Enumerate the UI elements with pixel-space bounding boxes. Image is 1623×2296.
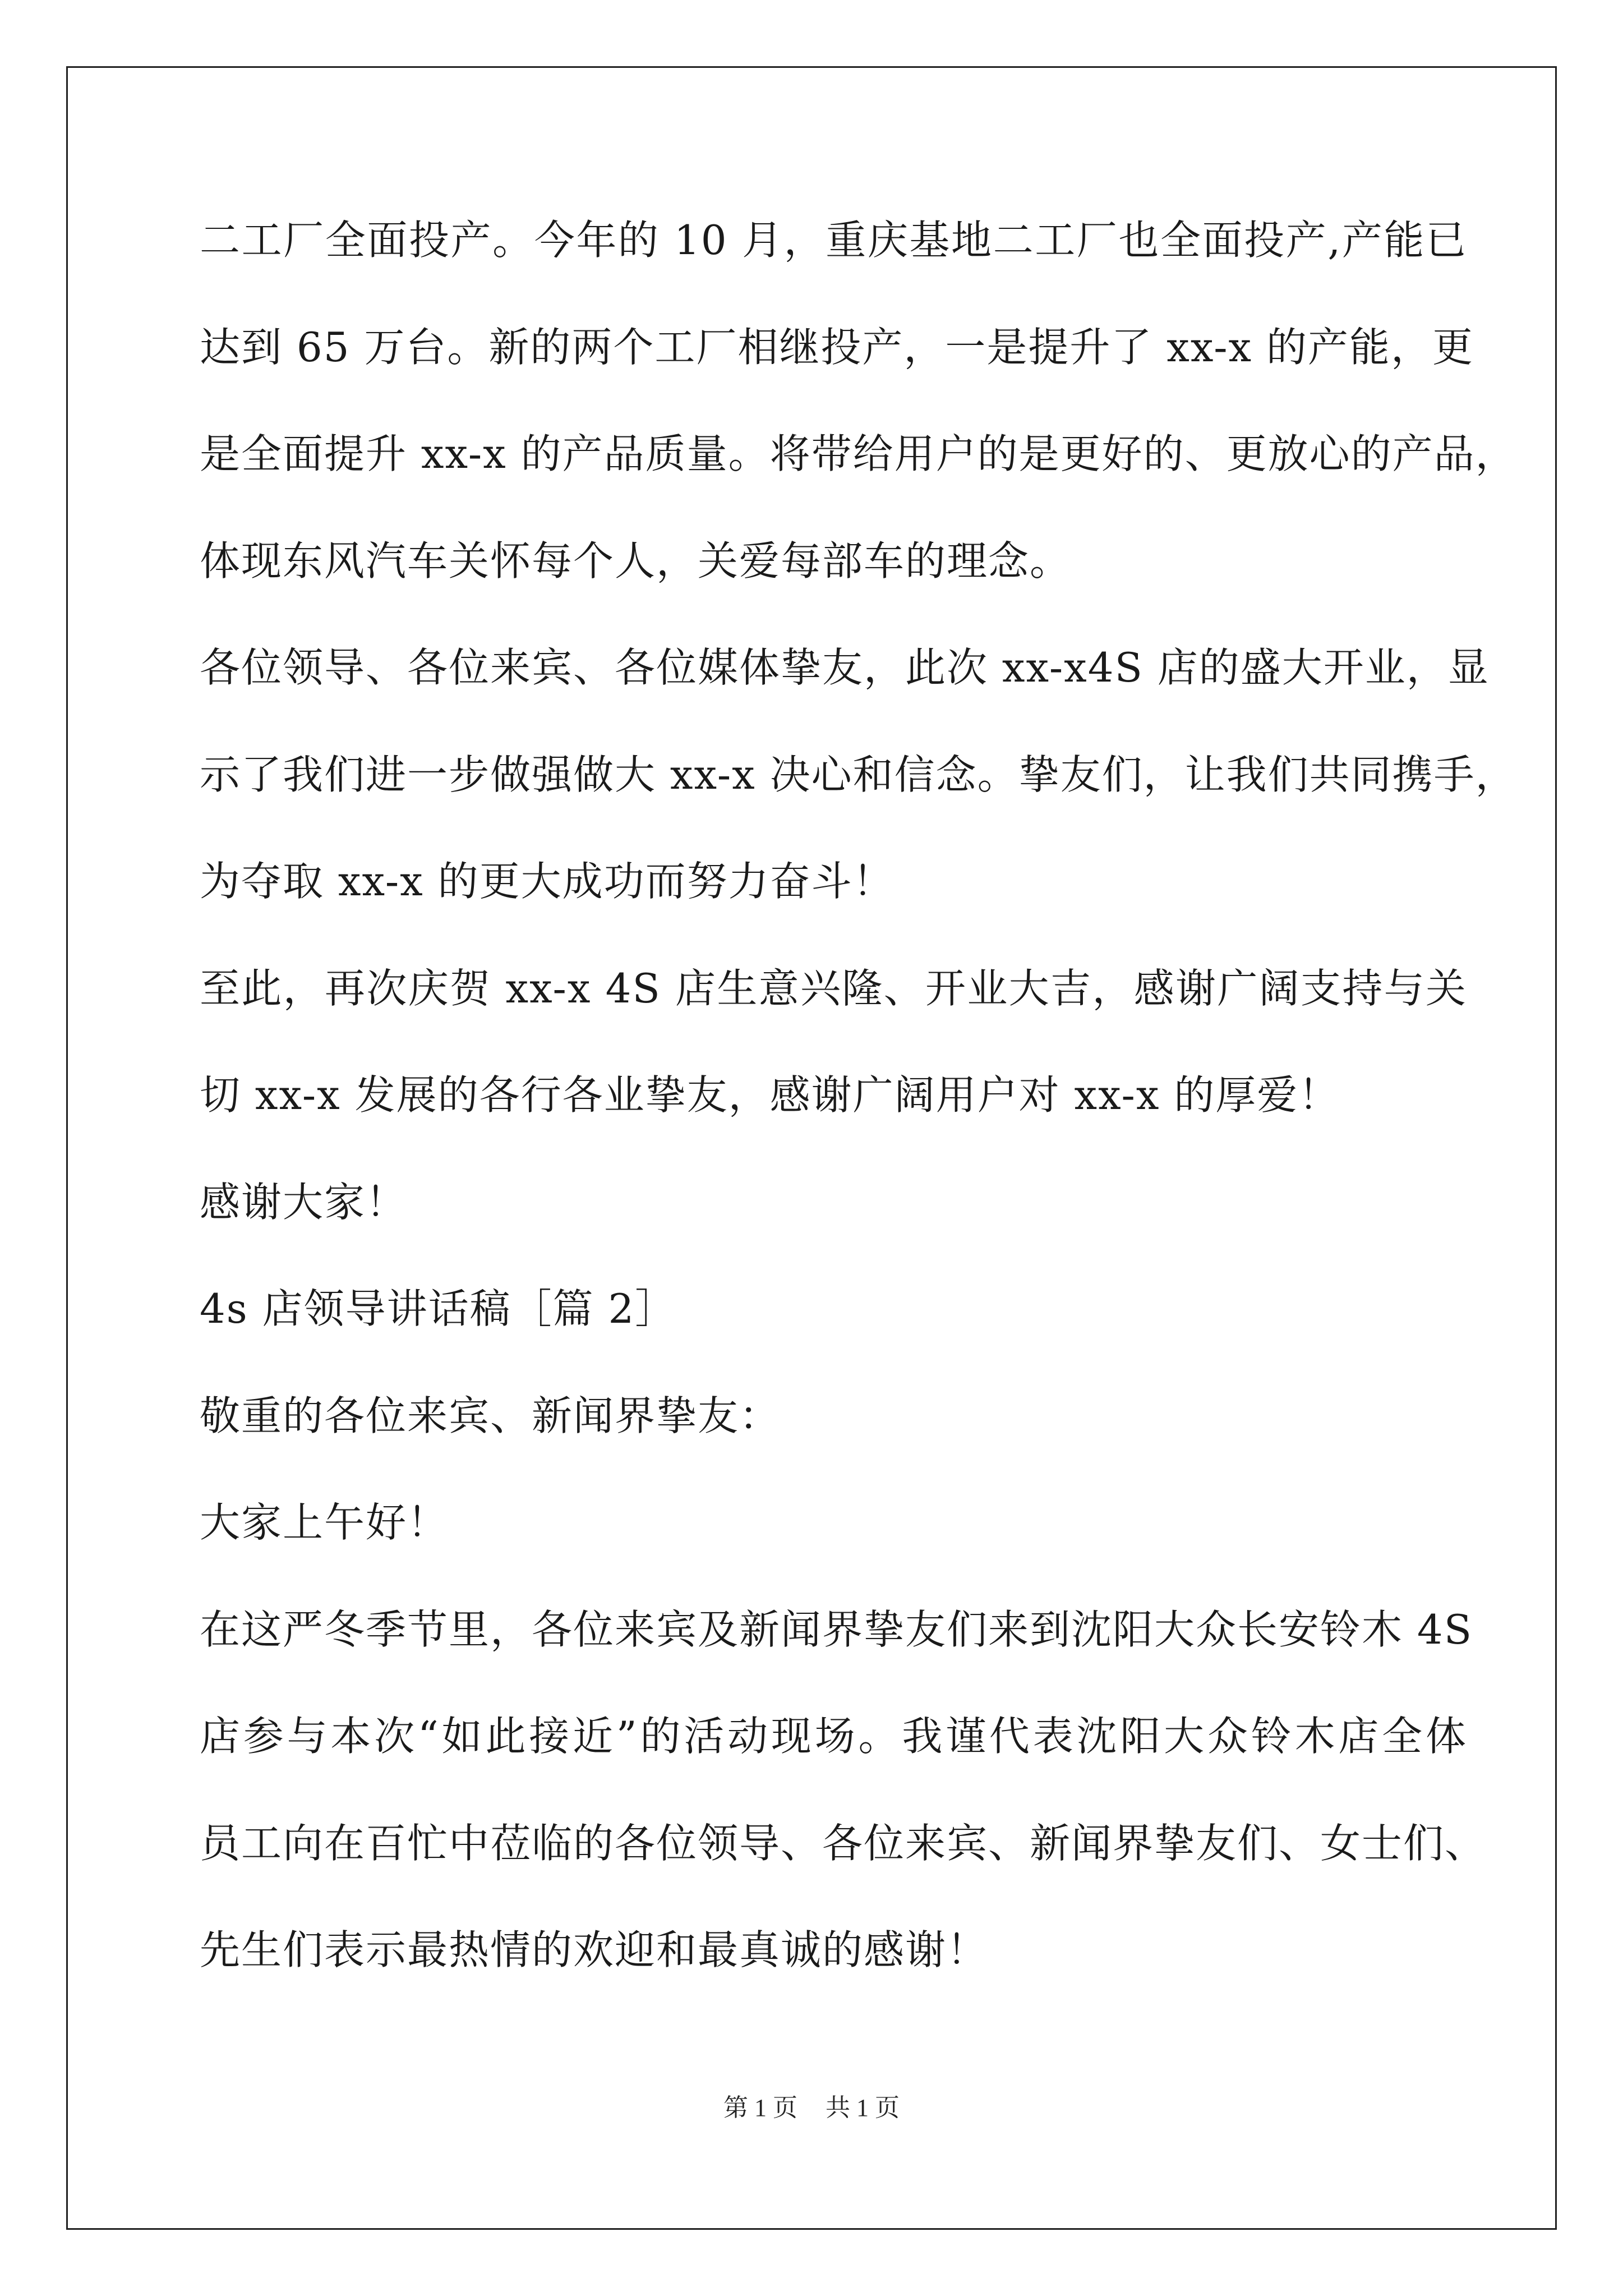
salutation: 敬重的各位来宾、新闻界挚友： — [200, 1392, 781, 1439]
text-line: 至此，再次庆贺 xx-x 4S 店生意兴隆、开业大吉，感谢广阔支持与关 — [200, 964, 1467, 1012]
section-heading: 4s 店领导讲话稿［篇 2］ — [200, 1285, 677, 1332]
page-footer — [0, 2091, 1623, 2125]
text-line: 感谢大家！ — [200, 1178, 408, 1226]
text-line: 切 xx-x 发展的各行各业挚友，感谢广阔用户对 xx-x 的厚爱！ — [200, 1071, 1340, 1119]
page-number: 第 1 页 — [723, 2094, 797, 2122]
text-line: 二工厂全面投产。今年的 10 月，重庆基地二工厂也全面投产,产能已 — [200, 217, 1467, 264]
text-line: 先生们表示最热情的欢迎和最真诚的感谢！ — [200, 1926, 989, 1973]
text-line: 各位领导、各位来宾、各位媒体挚友，此次 xx-x4S 店的盛大开业，显 — [200, 644, 1490, 691]
text-line: 店参与本次“如此接近”的活动现场。我谨代表沈阳大众铃木店全体 — [200, 1713, 1467, 1760]
text-line: 为夺取 xx-x 的更大成功而努力奋斗！ — [200, 858, 895, 905]
text-line: 达到 65 万台。新的两个工厂相继投产，一是提升了 xx-x 的产能，更 — [200, 323, 1474, 371]
text-line: 体现东风汽车关怀每个人，关爱每部车的理念。 — [200, 537, 1072, 585]
text-line: 示了我们进一步做强做大 xx-x 决心和信念。挚友们，让我们共同携手， — [200, 751, 1517, 798]
text-line: 是全面提升 xx-x 的产品质量。将带给用户的是更好的、更放心的产品， — [200, 430, 1517, 477]
text-line: 在这严冬季节里，各位来宾及新闻界挚友们来到沈阳大众长安铃木 4S — [200, 1605, 1473, 1653]
page-total: 共 1 页 — [826, 2094, 900, 2122]
document-body — [200, 215, 1517, 2032]
greeting: 大家上午好！ — [200, 1499, 449, 1546]
text-line: 员工向在百忙中莅临的各位领导、各位来宾、新闻界挚友们、女士们、 — [200, 1819, 1487, 1867]
